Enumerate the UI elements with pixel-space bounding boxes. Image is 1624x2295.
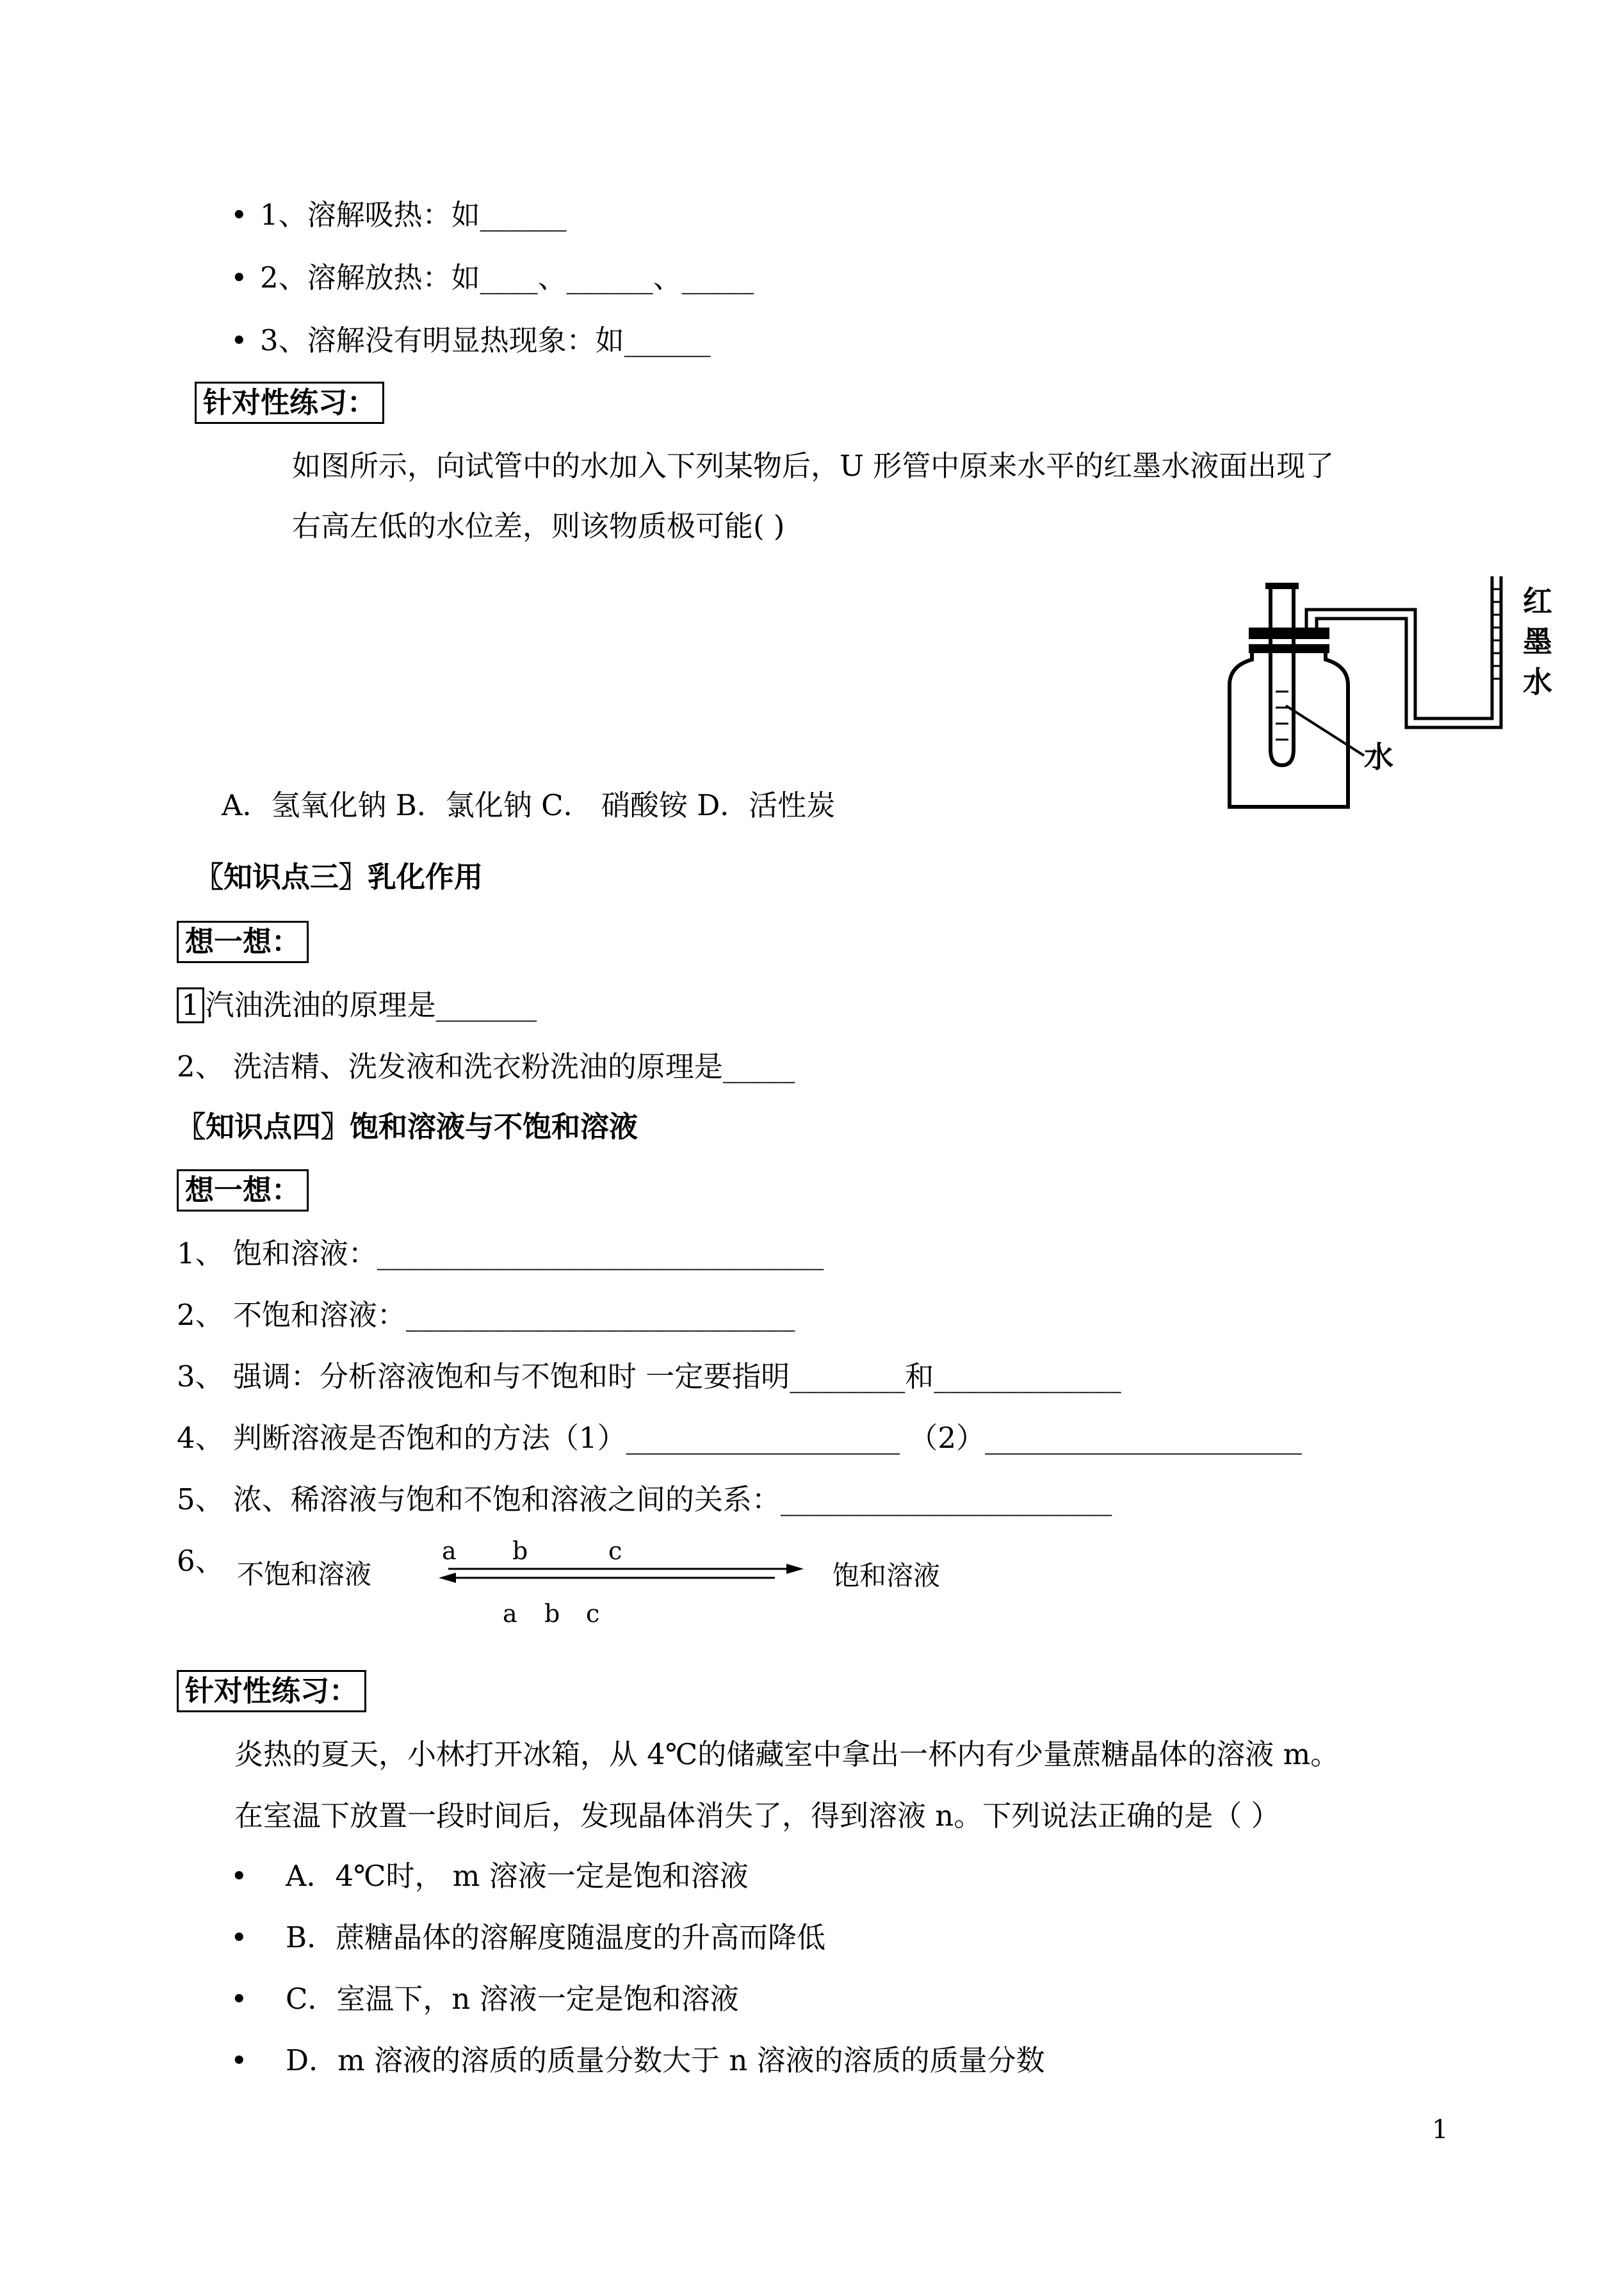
practice2-option-c: • C．室温下，n 溶液一定是饱和溶液 — [231, 1980, 739, 2018]
section3-item-1: 1 汽油洗油的原理是_______ — [177, 986, 537, 1025]
section4-item-2: 2、 不饱和溶液：___________________________ — [177, 1298, 795, 1332]
section4-item-3: 3、 强调：分析溶液饱和与不饱和时 一定要指明________和_____________ — [177, 1359, 1121, 1393]
arrow-bottom-label-a: a — [503, 1600, 517, 1628]
heat-item-2: • 2、溶解放热：如____、______、_____ — [231, 259, 754, 297]
practice2-option-b: • B．蔗糖晶体的溶解度随温度的升高而降低 — [231, 1918, 825, 1957]
bullet-icon: • — [231, 323, 248, 357]
section4-item-4: 4、 判断溶液是否饱和的方法（1）___________________ （2）______________________ — [177, 1421, 1303, 1455]
test-tube-icon — [1271, 586, 1294, 765]
practice2-option-d: • D．m 溶液的溶质的质量分数大于 n 溶液的溶质的质量分数 — [231, 2041, 1045, 2080]
practice1-question-line1: 如图所示，向试管中的水加入下列某物后，U 形管中原来水平的红墨水液面出现了 — [292, 449, 1335, 483]
think-label-3: 想一想： — [177, 921, 309, 963]
practice-label-1: 针对性练习： — [195, 382, 384, 424]
bottle-icon — [1230, 647, 1348, 807]
practice1-question-line2: 右高左低的水位差，则该物质极可能( ) — [292, 509, 785, 543]
bullet-icon: • — [231, 1859, 248, 1893]
arrow-top-label-c: c — [608, 1537, 622, 1565]
unsaturated-solution-label: 不饱和溶液 — [237, 1559, 372, 1590]
bullet-icon: • — [231, 198, 248, 232]
page-number: 1 — [1432, 2115, 1449, 2145]
section3-heading: 〖知识点三〗乳化作用 — [195, 860, 483, 894]
arrow-left-icon — [439, 1573, 456, 1583]
section4-item-5: 5、 浓、稀溶液与饱和不饱和溶液之间的关系：_______________________ — [177, 1482, 1112, 1516]
practice1-options: A．氢氧化钠 B．氯化钠 C． 硝酸铵 D．活性炭 — [222, 788, 836, 822]
arrow-right-icon — [786, 1564, 804, 1574]
red-ink-label-2: 墨 — [1523, 624, 1552, 659]
bullet-icon: • — [231, 2043, 248, 2077]
heat-item-3: • 3、溶解没有明显热现象：如______ — [231, 321, 711, 360]
practice2-question-line2: 在室温下放置一段时间后，发现晶体消失了，得到溶液 n。下列说法正确的是（ ） — [234, 1799, 1280, 1833]
section4-item-1: 1、 饱和溶液：_______________________________ — [177, 1237, 824, 1270]
practice2-question-line1: 炎热的夏天，小林打开冰箱，从 4℃的储藏室中拿出一杯内有少量蔗糖晶体的溶液 m。 — [234, 1737, 1340, 1771]
heat-item-1: • 1、溶解吸热：如______ — [231, 196, 567, 234]
arrow-bottom-label-c: c — [586, 1600, 600, 1628]
section4-item-6-number: 6、 — [177, 1544, 224, 1578]
red-ink-label-1: 红 — [1523, 584, 1552, 619]
red-ink-label-3: 水 — [1523, 665, 1552, 699]
section4-heading: 〖知识点四〗饱和溶液与不饱和溶液 — [177, 1110, 638, 1144]
bullet-icon: • — [231, 261, 248, 295]
water-label: 水 — [1364, 740, 1393, 774]
saturated-solution-label: 饱和溶液 — [832, 1560, 941, 1591]
conversion-arrows — [435, 1562, 807, 1588]
practice2-option-a: • A．4℃时， m 溶液一定是饱和溶液 — [231, 1857, 749, 1895]
bullet-icon: • — [231, 1920, 248, 1954]
delivery-tube-icon — [1306, 576, 1492, 718]
arrow-bottom-label-b: b — [544, 1600, 560, 1628]
think-label-4: 想一想： — [177, 1169, 309, 1212]
section3-item-2: 2、 洗洁精、洗发液和洗衣粉洗油的原理是_____ — [177, 1050, 795, 1083]
item-number-box: 1 — [177, 987, 204, 1023]
arrow-top-label-a: a — [442, 1537, 457, 1565]
apparatus-figure — [1204, 564, 1575, 820]
practice-label-2: 针对性练习： — [177, 1670, 366, 1712]
arrow-top-label-b: b — [512, 1537, 528, 1565]
bullet-icon: • — [231, 1982, 248, 2016]
